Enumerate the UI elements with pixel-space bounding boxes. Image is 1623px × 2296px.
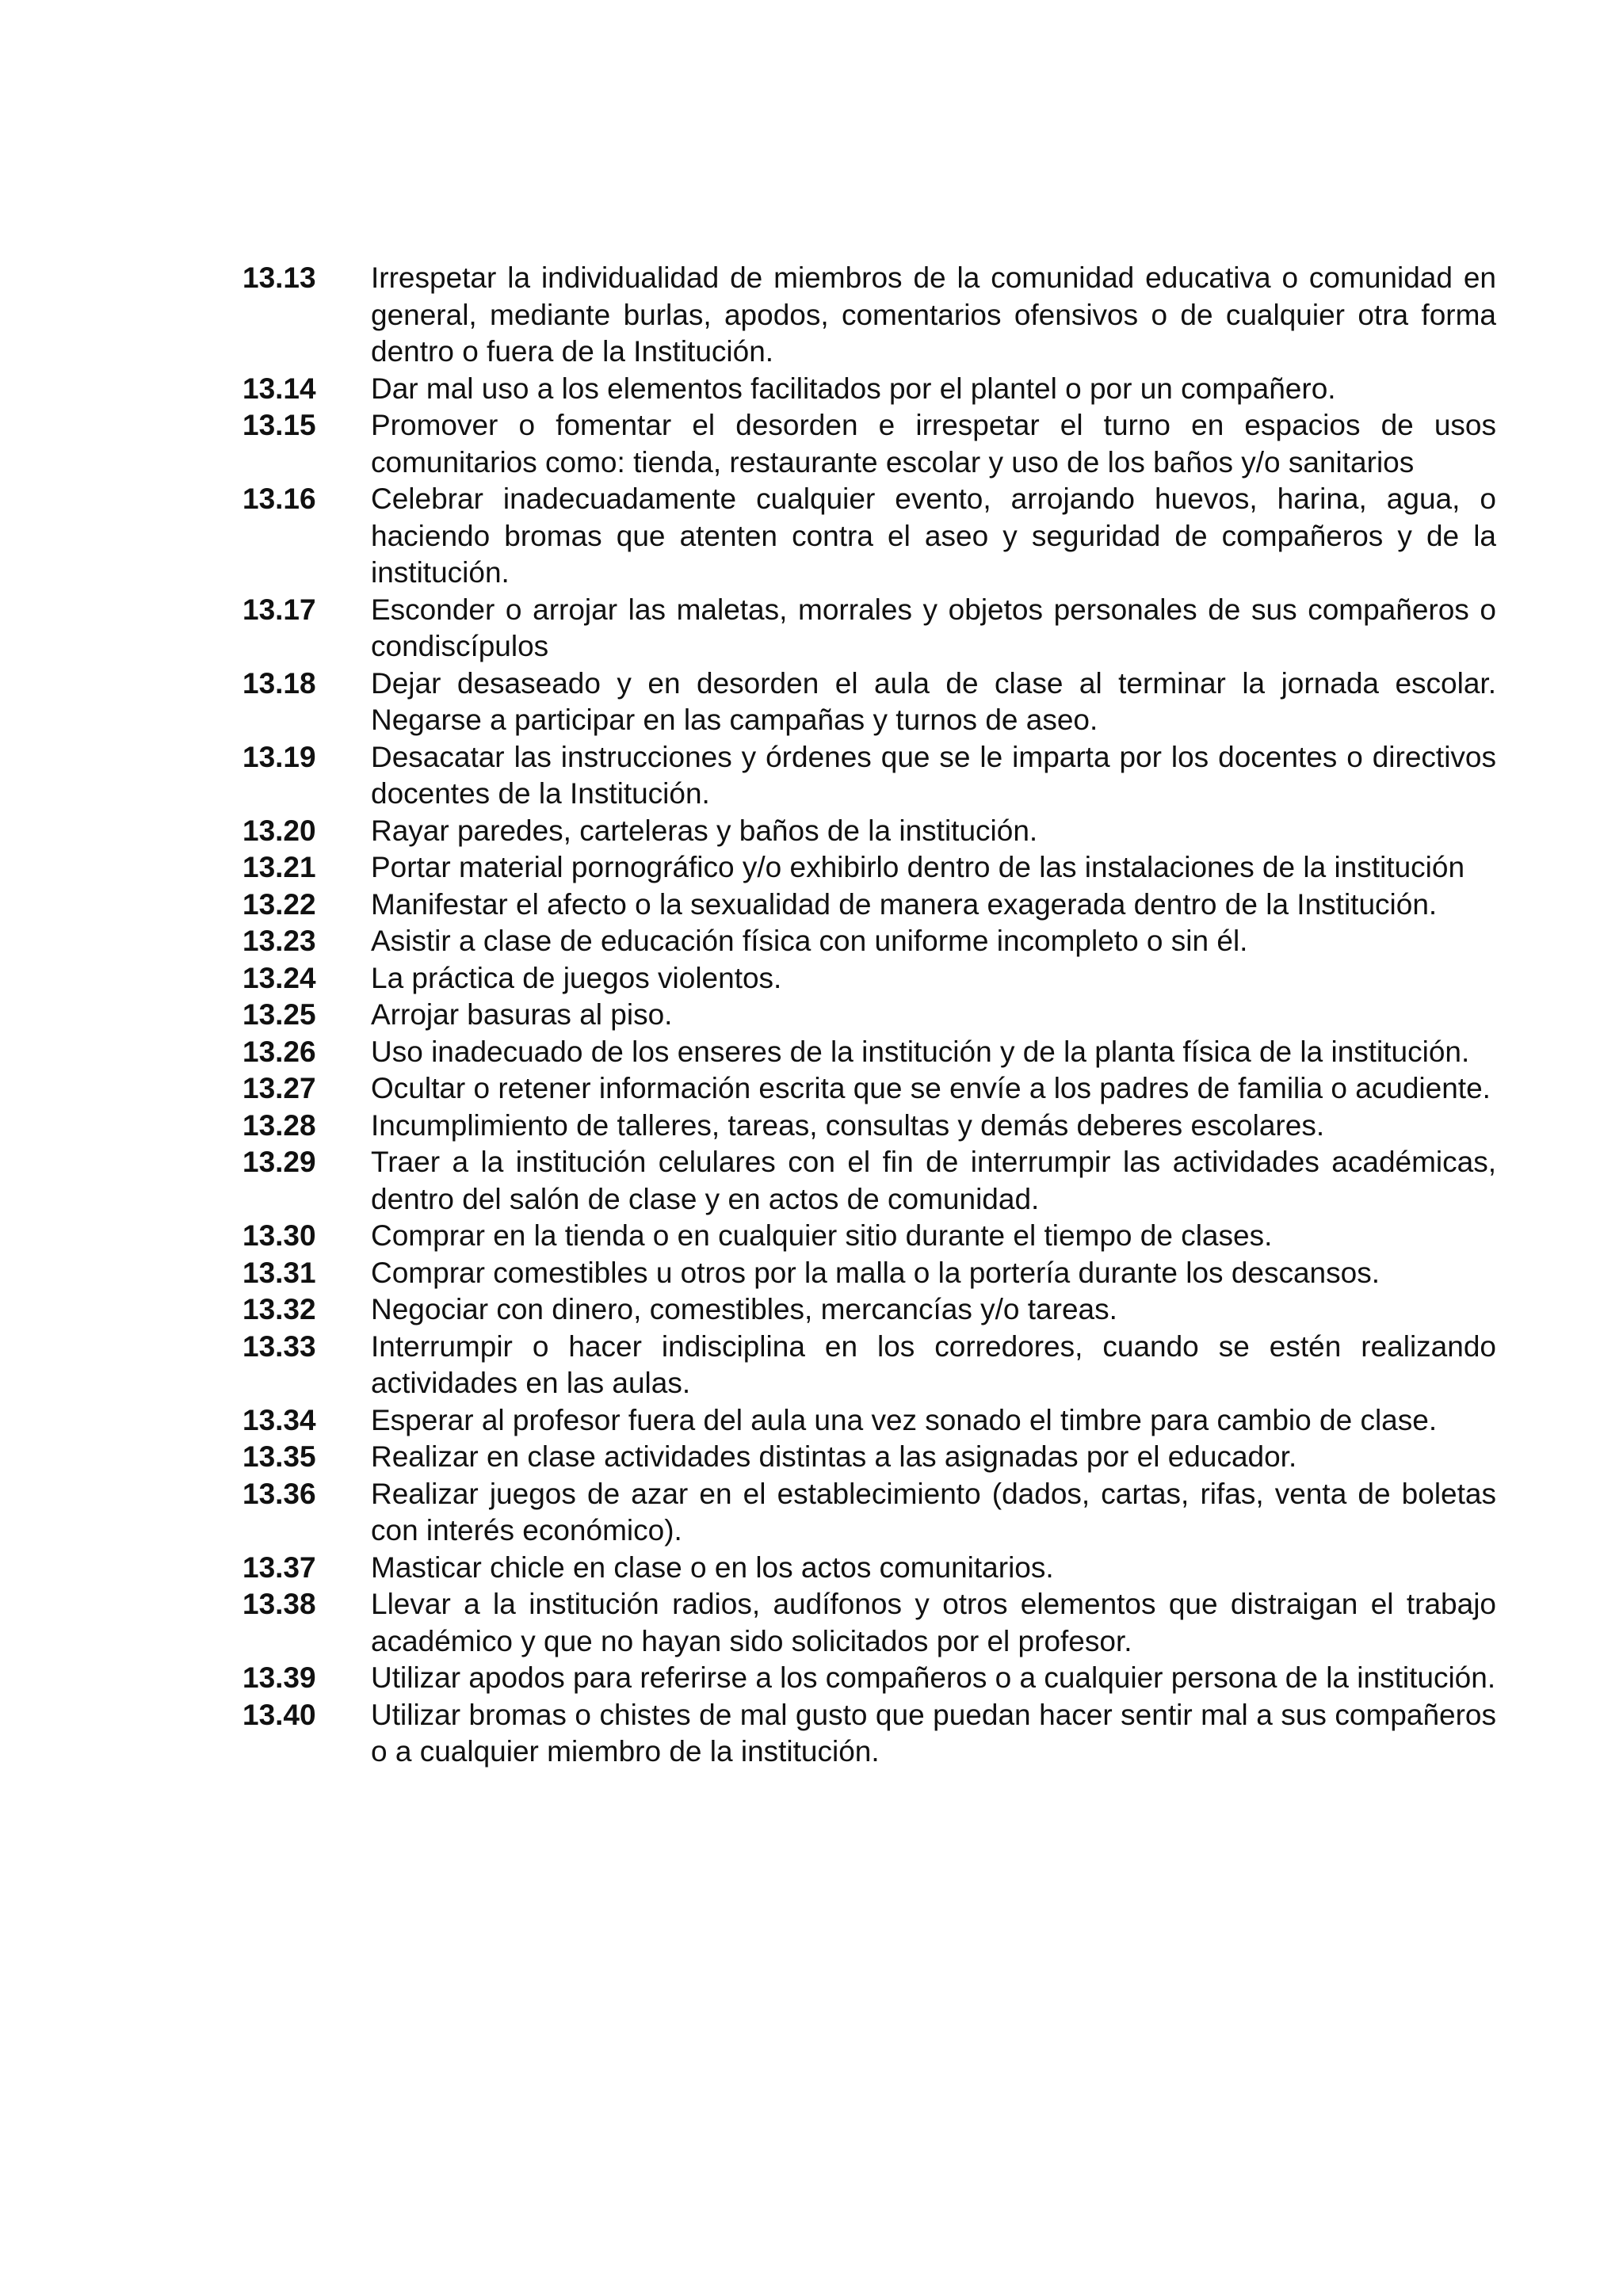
item-number: 13.32: [242, 1293, 316, 1325]
item-number: 13.25: [242, 998, 316, 1031]
list-item: [242, 1439, 1496, 1476]
rules-list: [242, 260, 1496, 1771]
item-text: Comprar comestibles u otros por la malla o la portería durante los descansos.: [371, 1256, 1380, 1289]
item-number: 13.40: [242, 1698, 316, 1731]
item-number: 13.28: [242, 1108, 316, 1142]
list-item: [242, 923, 1496, 960]
item-text: Llevar a la institución radios, audífonos y otros elementos que distraigan el trabajo académico y que no hayan sido solicitados por el profesor.: [371, 1588, 1496, 1657]
item-number: 13.15: [242, 409, 316, 441]
item-text: Utilizar bromas o chistes de mal gusto que puedan hacer sentir mal a sus compañeros o a cualquier miembro de la institución.: [371, 1698, 1496, 1768]
item-text: Dar mal uso a los elementos facilitados por el plantel o por un compañero.: [371, 372, 1336, 405]
item-text: Desacatar las instrucciones y órdenes que se le imparta por los docentes o directivos docentes de la Institución.: [371, 740, 1496, 810]
item-text: Interrumpir o hacer indisciplina en los corredores, cuando se estén realizando actividades en las aulas.: [371, 1329, 1496, 1399]
item-text: Comprar en la tienda o en cualquier sitio durante el tiempo de clases.: [371, 1219, 1273, 1252]
list-item: [242, 371, 1496, 408]
list-item: [242, 1329, 1496, 1402]
list-item: [242, 1108, 1496, 1145]
item-text: Incumplimiento de talleres, tareas, consultas y demás deberes escolares.: [371, 1108, 1325, 1142]
list-item: [242, 849, 1496, 887]
item-number: 13.35: [242, 1440, 316, 1473]
item-text: Arrojar basuras al piso.: [371, 998, 673, 1031]
list-item: [242, 407, 1496, 481]
item-number: 13.17: [242, 593, 316, 626]
item-text: Uso inadecuado de los enseres de la institución y de la planta física de la institución.: [371, 1035, 1470, 1068]
item-text: Esperar al profesor fuera del aula una vez sonado el timbre para cambio de clase.: [371, 1403, 1438, 1436]
list-item: [242, 887, 1496, 924]
item-text: Asistir a clase de educación física con uniforme incompleto o sin él.: [371, 925, 1248, 957]
item-text: Irrespetar la individualidad de miembros de la comunidad educativa o comunidad en general, mediante burlas, apodos, comentarios ofensivos o de cualquier otra forma dentro o fuera de la Institución.: [371, 261, 1496, 368]
list-item: [242, 739, 1496, 813]
list-item: [242, 1291, 1496, 1329]
list-item: [242, 960, 1496, 997]
item-number: 13.20: [242, 814, 316, 847]
item-text: Masticar chicle en clase o en los actos comunitarios.: [371, 1550, 1054, 1584]
list-item: [242, 1476, 1496, 1550]
item-number: 13.37: [242, 1550, 316, 1584]
item-text: Celebrar inadecuadamente cualquier evento, arrojando huevos, harina, agua, o haciendo bromas que atenten contra el aseo y seguridad de compañeros y de la institución.: [371, 482, 1496, 589]
item-number: 13.23: [242, 925, 316, 957]
list-item: [242, 481, 1496, 592]
item-number: 13.33: [242, 1329, 316, 1363]
list-item: [242, 1586, 1496, 1660]
item-number: 13.18: [242, 666, 316, 700]
item-number: 13.19: [242, 740, 316, 773]
item-text: Utilizar apodos para referirse a los compañeros o a cualquier persona de la institución.: [371, 1661, 1496, 1694]
list-item: [242, 1144, 1496, 1218]
item-text: Esconder o arrojar las maletas, morrales y objetos personales de sus compañeros o condiscípulos: [371, 593, 1496, 662]
list-item: [242, 260, 1496, 371]
item-text: La práctica de juegos violentos.: [371, 961, 782, 994]
list-item: [242, 1697, 1496, 1771]
item-text: Rayar paredes, carteleras y baños de la institución.: [371, 814, 1038, 847]
item-number: 13.21: [242, 851, 316, 883]
item-number: 13.22: [242, 887, 316, 921]
item-number: 13.26: [242, 1035, 316, 1068]
item-number: 13.38: [242, 1588, 316, 1620]
item-number: 13.13: [242, 261, 316, 294]
item-text: Manifestar el afecto o la sexualidad de manera exagerada dentro de la Institución.: [371, 887, 1438, 921]
item-number: 13.31: [242, 1256, 316, 1289]
item-number: 13.14: [242, 372, 316, 405]
item-number: 13.24: [242, 961, 316, 994]
item-number: 13.39: [242, 1661, 316, 1694]
item-text: Ocultar o retener información escrita que se envíe a los padres de familia o acudiente.: [371, 1072, 1491, 1104]
item-text: Dejar desaseado y en desorden el aula de clase al terminar la jornada escolar. Negarse a participar en las campañas y turnos de aseo.: [371, 666, 1496, 736]
item-number: 13.16: [242, 482, 316, 515]
item-text: Realizar en clase actividades distintas a las asignadas por el educador.: [371, 1440, 1297, 1473]
list-item: [242, 1218, 1496, 1255]
item-number: 13.30: [242, 1219, 316, 1252]
item-text: Portar material pornográfico y/o exhibirlo dentro de las instalaciones de la institución: [371, 851, 1465, 883]
list-item: [242, 1070, 1496, 1108]
item-number: 13.36: [242, 1477, 316, 1510]
item-number: 13.29: [242, 1146, 316, 1178]
list-item: [242, 1034, 1496, 1071]
list-item: [242, 1660, 1496, 1697]
item-number: 13.27: [242, 1072, 316, 1104]
list-item: [242, 813, 1496, 850]
list-item: [242, 997, 1496, 1034]
item-text: Traer a la institución celulares con el fin de interrumpir las actividades académicas, dentro del salón de clase y en actos de comunidad.: [371, 1146, 1496, 1215]
item-text: Promover o fomentar el desorden e irrespetar el turno en espacios de usos comunitarios como: tienda, restaurante escolar y uso de los baños y/o sanitarios: [371, 409, 1496, 479]
item-text: Realizar juegos de azar en el establecimiento (dados, cartas, rifas, venta de boletas con interés económico).: [371, 1477, 1496, 1547]
item-number: 13.34: [242, 1403, 316, 1436]
list-item: [242, 1402, 1496, 1440]
list-item: [242, 666, 1496, 739]
list-item: [242, 1255, 1496, 1292]
list-item: [242, 592, 1496, 666]
list-item: [242, 1550, 1496, 1587]
item-text: Negociar con dinero, comestibles, mercancías y/o tareas.: [371, 1293, 1117, 1325]
